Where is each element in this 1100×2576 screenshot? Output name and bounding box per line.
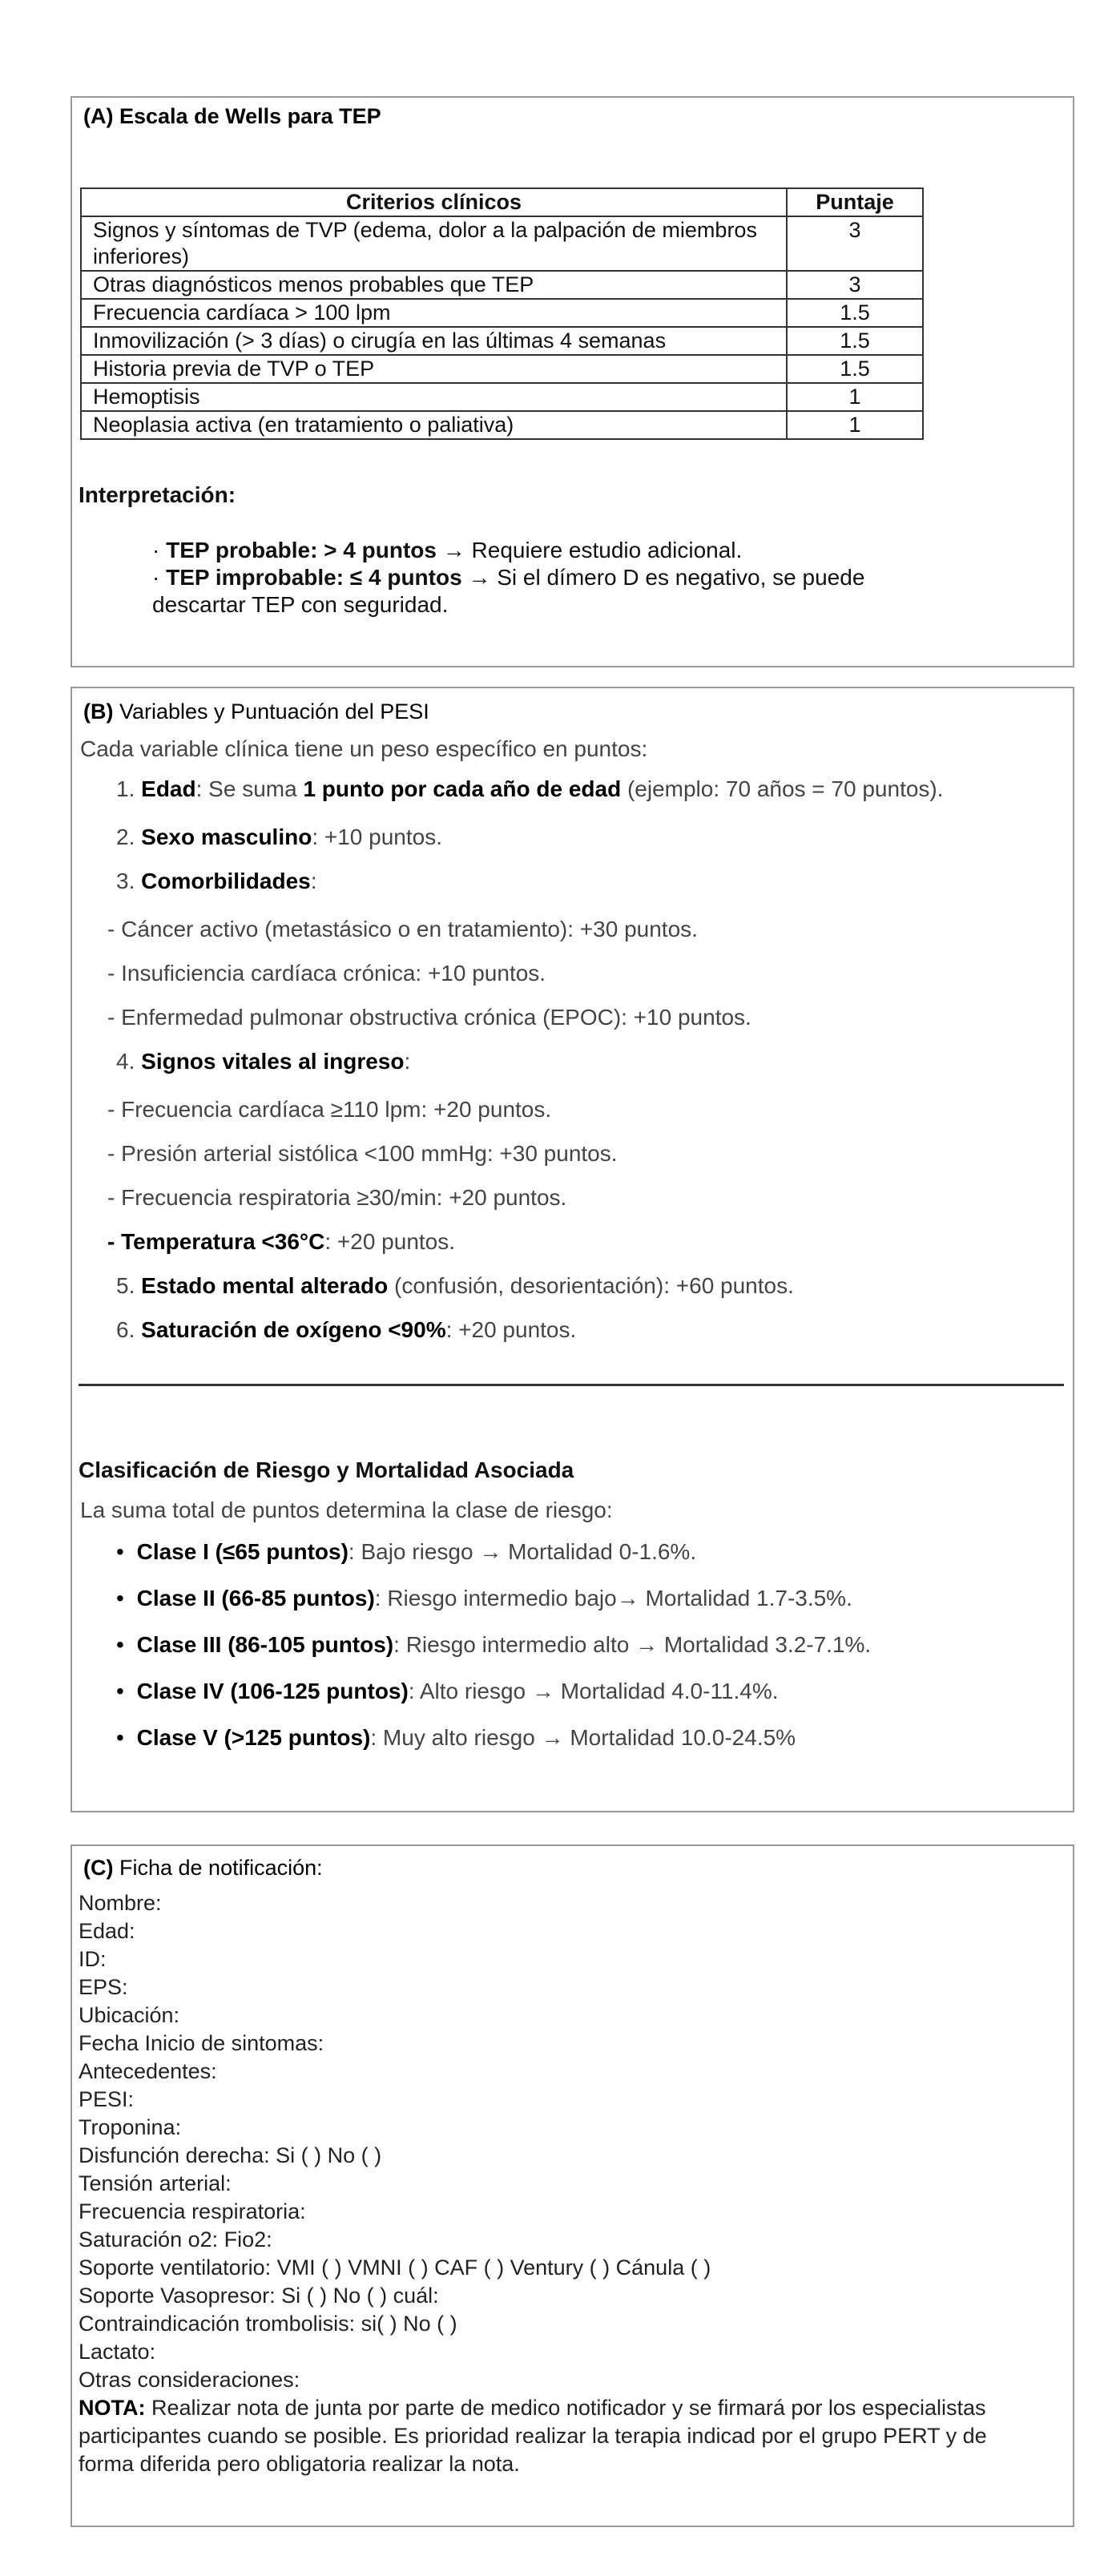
- item-number: 2.: [116, 824, 135, 849]
- class-bold: Clase I (≤65 puntos): [136, 1539, 349, 1564]
- score-cell: 1.5: [787, 299, 923, 327]
- pesi-title-text: Variables y Puntuación del PESI: [119, 699, 429, 724]
- interpretation-item: [152, 537, 953, 564]
- vital-line: - Frecuencia respiratoria ≥30/min: +20 puntos.: [107, 1185, 567, 1210]
- table-row: [81, 216, 923, 271]
- item-number: 3.: [116, 869, 135, 893]
- table-row: [81, 299, 923, 327]
- note-label: NOTA:: [79, 2396, 146, 2420]
- form-field: Edad:: [79, 1919, 135, 1943]
- item-number: 5.: [116, 1273, 135, 1298]
- criterion-cell: Otras diagnósticos menos probables que TEP: [81, 271, 787, 299]
- pesi-title-label: (B): [83, 699, 114, 724]
- table-row: [81, 383, 923, 411]
- pesi-panel: [71, 687, 1074, 1812]
- class-text: : Riesgo intermedio alto → Mortalidad 3.2-7.1%.: [393, 1632, 872, 1657]
- classification-intro: La suma total de puntos determina la clase de riesgo:: [80, 1498, 613, 1522]
- item-bold: 1 punto por cada año de edad: [303, 776, 622, 801]
- score-cell: 1: [787, 411, 923, 439]
- risk-class-item: [116, 1586, 852, 1611]
- notification-panel: [71, 1844, 1074, 2527]
- bullet-dot: ·: [152, 565, 160, 590]
- interpretation-bold: TEP improbable: ≤ 4 puntos: [166, 565, 462, 590]
- form-field: ID:: [79, 1947, 107, 1971]
- class-bold: Clase III (86-105 puntos): [136, 1632, 394, 1657]
- wells-table: [80, 187, 924, 440]
- class-bold: Clase II (66-85 puntos): [136, 1586, 375, 1611]
- risk-class-item: [116, 1725, 796, 1751]
- wells-title: [83, 104, 381, 129]
- form-field: Soporte Vasopresor: Si ( ) No ( ) cuál:: [79, 2284, 439, 2308]
- pesi-title: [83, 699, 429, 724]
- risk-class-item: [116, 1679, 779, 1704]
- form-field: Otras consideraciones:: [79, 2368, 300, 2392]
- item-bold: Comorbilidades: [141, 869, 311, 893]
- divider: [79, 1384, 1064, 1386]
- wells-title-label: (A): [83, 104, 114, 128]
- notification-note: [79, 2394, 1048, 2478]
- table-row: [81, 355, 923, 383]
- vital-line: - Presión arterial sistólica <100 mmHg: +30 puntos.: [107, 1141, 618, 1166]
- item-text: (ejemplo: 70 años = 70 puntos).: [621, 776, 944, 801]
- bullet-dot: ·: [152, 538, 160, 562]
- pesi-intro: Cada variable clínica tiene un peso específico en puntos:: [80, 736, 648, 761]
- criterion-cell: Hemoptisis: [81, 383, 787, 411]
- risk-class-item: [116, 1632, 871, 1658]
- risk-class-item: [116, 1539, 696, 1565]
- form-field: Troponina:: [79, 2115, 182, 2139]
- wells-title-text: Escala de Wells para TEP: [119, 104, 381, 128]
- item-bold: - Temperatura <36°C: [107, 1229, 325, 1254]
- interpretation-text: → Requiere estudio adicional.: [442, 538, 743, 562]
- score-cell: 1.5: [787, 355, 923, 383]
- item-number: 1.: [116, 776, 135, 801]
- class-bold: Clase V (>125 puntos): [136, 1725, 371, 1750]
- class-text: : Riesgo intermedio bajo→ Mortalidad 1.7-3.5%.: [374, 1586, 852, 1611]
- form-field: Nombre:: [79, 1891, 162, 1915]
- form-field: Saturación o2: Fio2:: [79, 2227, 272, 2251]
- comorbidity-line: - Enfermedad pulmonar obstructiva crónica (EPOC): +10 puntos.: [107, 1005, 751, 1030]
- form-field: Fecha Inicio de sintomas:: [79, 2031, 324, 2055]
- item-bold: Signos vitales al ingreso: [141, 1049, 405, 1074]
- form-field: Soporte ventilatorio: VMI ( ) VMNI ( ) CAF ( ) Ventury ( ) Cánula ( ): [79, 2256, 711, 2280]
- item-bold: Sexo masculino: [141, 824, 312, 849]
- form-field: Antecedentes:: [79, 2059, 217, 2083]
- item-bold: Edad: [141, 776, 196, 801]
- form-field: Tensión arterial:: [79, 2171, 232, 2195]
- form-field: PESI:: [79, 2087, 135, 2111]
- form-field: Frecuencia respiratoria:: [79, 2199, 306, 2223]
- form-field: EPS:: [79, 1975, 128, 1999]
- class-text: : Muy alto riesgo → Mortalidad 10.0-24.5%: [370, 1725, 796, 1750]
- pesi-item-saturation: [116, 1317, 576, 1343]
- table-row: [81, 327, 923, 355]
- class-text: : Alto riesgo → Mortalidad 4.0-11.4%.: [408, 1679, 779, 1703]
- vital-line: - Frecuencia cardíaca ≥110 lpm: +20 puntos.: [107, 1097, 552, 1122]
- table-row: [81, 411, 923, 439]
- score-cell: 1: [787, 383, 923, 411]
- form-field: Disfunción derecha: Si ( ) No ( ): [79, 2143, 382, 2167]
- item-bold: Saturación de oxígeno <90%: [141, 1317, 446, 1342]
- item-number: 6.: [116, 1317, 135, 1342]
- pesi-item-sex: [116, 824, 442, 850]
- form-field: Lactato:: [79, 2340, 156, 2364]
- item-text: : +20 puntos.: [445, 1317, 577, 1342]
- interpretation-list: [152, 537, 953, 619]
- form-field: Ubicación:: [79, 2003, 180, 2027]
- item-text: : +10 puntos.: [312, 824, 443, 849]
- criterion-cell: Neoplasia activa (en tratamiento o paliativa): [81, 411, 787, 439]
- vital-line-temperature: [107, 1229, 455, 1255]
- form-field: Contraindicación trombolisis: si( ) No ( ): [79, 2312, 457, 2336]
- item-text: :: [404, 1049, 411, 1074]
- wells-panel: [71, 96, 1074, 667]
- table-header-row: [81, 188, 923, 216]
- table-header: Puntaje: [787, 188, 923, 216]
- item-bold: Estado mental alterado: [141, 1273, 389, 1298]
- class-bold: Clase IV (106-125 puntos): [136, 1679, 409, 1703]
- interpretation-item: [152, 564, 953, 619]
- classification-title: Clasificación de Riesgo y Mortalidad Asociada: [79, 1457, 574, 1482]
- interpretation-title: Interpretación:: [79, 482, 236, 507]
- item-text: (confusión, desorientación): +60 puntos.: [388, 1273, 794, 1298]
- class-text: : Bajo riesgo → Mortalidad 0-1.6%.: [348, 1539, 697, 1564]
- table-header: Criterios clínicos: [81, 188, 787, 216]
- criterion-cell: Historia previa de TVP o TEP: [81, 355, 787, 383]
- item-text: :: [310, 869, 317, 893]
- notification-title-text: Ficha de notificación:: [119, 1856, 323, 1880]
- item-text: : Se suma: [195, 776, 304, 801]
- notification-title-label: (C): [83, 1856, 114, 1880]
- note-text: Realizar nota de junta por parte de medico notificador y se firmará por los especialistas participantes cuando se posible. Es prioridad realizar la terapia indicad por el grupo PERT y de forma diferida pero obligatoria realizar la nota.: [79, 2396, 987, 2476]
- comorbidity-line: - Cáncer activo (metastásico o en tratamiento): +30 puntos.: [107, 917, 698, 941]
- score-cell: 3: [787, 271, 923, 299]
- interpretation-bold: TEP probable: > 4 puntos: [166, 538, 437, 562]
- table-row: [81, 271, 923, 299]
- criterion-cell: Frecuencia cardíaca > 100 lpm: [81, 299, 787, 327]
- pesi-item-mental: [116, 1273, 794, 1299]
- criterion-cell: Inmovilización (> 3 días) o cirugía en las últimas 4 semanas: [81, 327, 787, 355]
- criterion-cell: Signos y síntomas de TVP (edema, dolor a la palpación de miembros inferiores): [81, 216, 787, 271]
- score-cell: 3: [787, 216, 923, 271]
- item-text: : +20 puntos.: [324, 1229, 456, 1254]
- score-cell: 1.5: [787, 327, 923, 355]
- pesi-item-age: [116, 776, 944, 802]
- notification-title: [83, 1856, 323, 1881]
- item-number: 4.: [116, 1049, 135, 1074]
- interpretation-text: → Si el dímero D es negativo, se puede descartar TEP con seguridad.: [152, 565, 865, 617]
- pesi-item-vitals: [116, 1049, 410, 1074]
- comorbidity-line: - Insuficiencia cardíaca crónica: +10 puntos.: [107, 961, 546, 986]
- pesi-item-comorbidities: [116, 869, 317, 894]
